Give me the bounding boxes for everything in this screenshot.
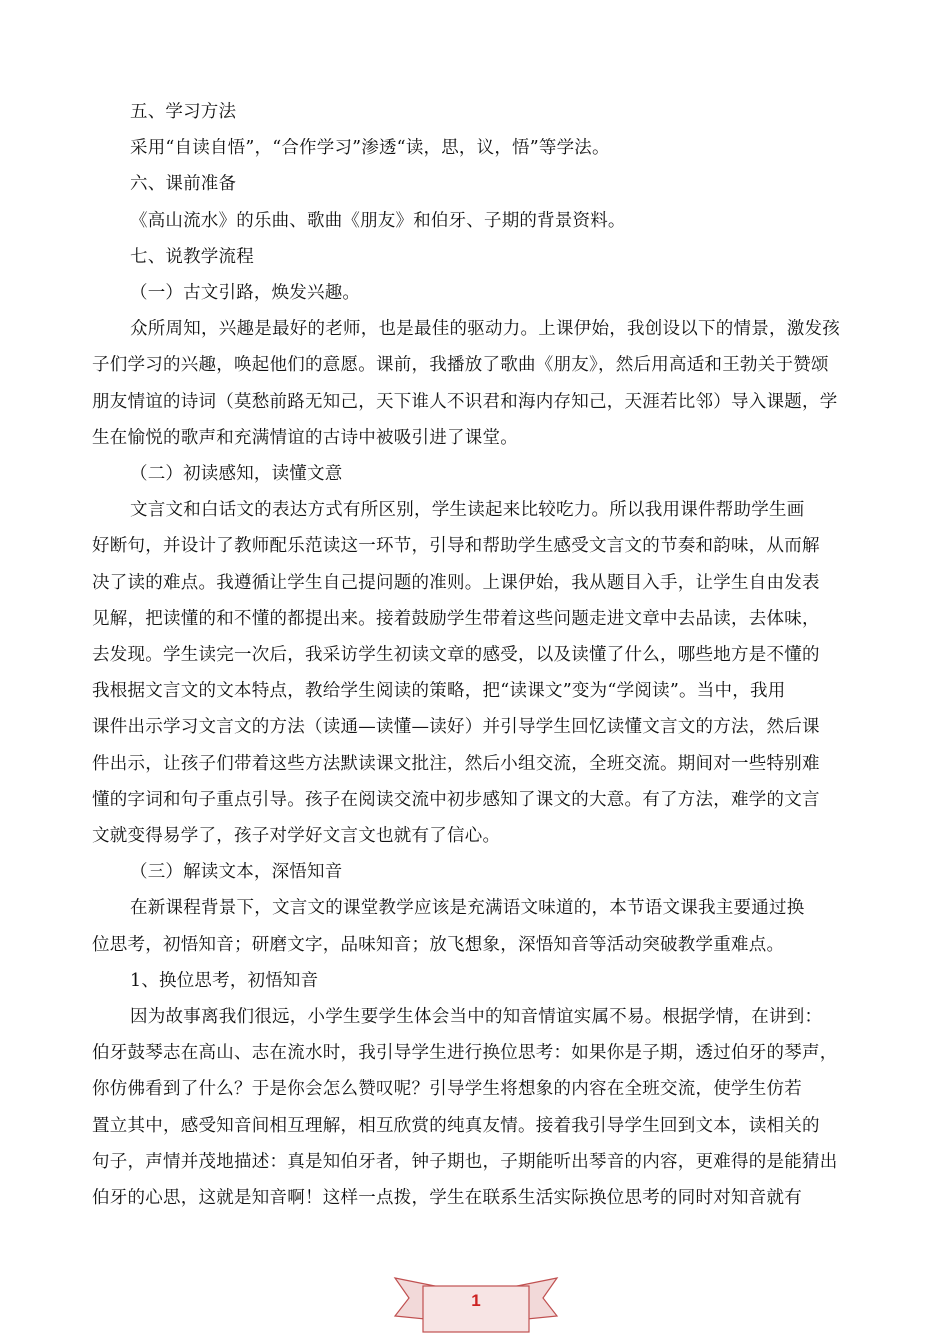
text-line: 决了读的难点。我遵循让学生自己提问题的准则。上课伊始，我从题目入手，让学生自由发表 <box>92 572 820 593</box>
paragraph-first-reading <box>92 492 860 854</box>
text-line: 朋友情谊的诗词（莫愁前路无知己，天下谁人不识君和海内存知己，天涯若比邻）导入课题，学 <box>92 391 838 412</box>
text-line: 在新课程背景下，文言文的课堂教学应该是充满语文味道的，本节语文课我主要通过换 <box>130 898 805 919</box>
subheading-ancient-text-intro: （一）古文引路，焕发兴趣。 <box>130 283 361 304</box>
paragraph-interest <box>92 311 860 456</box>
page-number: 1 <box>471 1291 481 1310</box>
subheading-perspective-taking: 1、换位思考，初悟知音 <box>130 970 319 991</box>
heading-teaching-process: 七、说教学流程 <box>130 246 254 267</box>
text-line: 件出示，让孩子们带着这些方法默读课文批注，然后小组交流，全班交流。期间对一些特别难 <box>92 753 820 774</box>
subheading-first-reading: （二）初读感知，读懂文意 <box>130 464 343 485</box>
page-number-ribbon <box>393 1276 559 1338</box>
text-line: 文就变得易学了，孩子对学好文言文也就有了信心。 <box>92 826 501 847</box>
paragraph-perspective-taking <box>92 999 860 1216</box>
text-line: 见解，把读懂的和不懂的都提出来。接着鼓励学生带着这些问题走进文章中去品读，去体味， <box>92 608 820 629</box>
paragraph-learning-methods: 采用“自读自悟”，“合作学习”渗透“读，思，议，悟”等学法。 <box>130 138 610 159</box>
subheading-text-interpretation: （三）解读文本，深悟知音 <box>130 862 343 883</box>
text-line: 课件出示学习文言文的方法（读通—读懂—读好）并引导学生回忆读懂文言文的方法，然后课 <box>92 717 820 738</box>
text-line: 文言文和白话文的表达方式有所区别，学生读起来比较吃力。所以我用课件帮助学生画 <box>130 500 805 521</box>
paragraph-preparation: 《高山流水》的乐曲、歌曲《朋友》和伯牙、子期的背景资料。 <box>130 210 626 231</box>
text-line: 句子，声情并茂地描述：真是知伯牙者，钟子期也，子期能听出琴音的内容，更难得的是能猜出 <box>92 1151 838 1172</box>
text-line: 因为故事离我们很远，小学生要学生体会当中的知音情谊实属不易。根据学情，在讲到： <box>130 1007 823 1028</box>
document-body <box>92 94 860 1216</box>
heading-learning-methods: 五、学习方法 <box>130 102 237 122</box>
text-line: 懂的字词和句子重点引导。孩子在阅读交流中初步感知了课文的大意。有了方法，难学的文言 <box>92 789 820 810</box>
paragraph-new-curriculum <box>92 890 860 962</box>
text-line: 去发现。学生读完一次后，我采访学生初读文章的感受，以及读懂了什么，哪些地方是不懂的 <box>92 645 820 666</box>
text-line: 伯牙的心思，这就是知音啊！这样一点拨，学生在联系生活实际换位思考的同时对知音就有 <box>92 1188 802 1209</box>
text-line: 我根据文言文的文本特点，教给学生阅读的策略，把“读课文”变为“学阅读”。当中，我用 <box>92 681 786 702</box>
text-line: 置立其中，感受知音间相互理解，相互欣赏的纯真友情。接着我引导学生回到文本，读相关的 <box>92 1115 820 1136</box>
text-line: 子们学习的兴趣，唤起他们的意愿。课前，我播放了歌曲《朋友》，然后用高适和王勃关于赞颂 <box>92 355 829 376</box>
text-line: 生在愉悦的歌声和充满情谊的古诗中被吸引进了课堂。 <box>92 427 518 448</box>
text-line: 好断句，并设计了教师配乐范读这一环节，引导和帮助学生感受文言文的节奏和韵味，从而解 <box>92 536 820 557</box>
text-line: 伯牙鼓琴志在高山、志在流水时，我引导学生进行换位思考：如果你是子期，透过伯牙的琴声， <box>92 1043 838 1064</box>
text-line: 位思考，初悟知音；研磨文字，品味知音；放飞想象，深悟知音等活动突破教学重难点。 <box>92 934 785 955</box>
text-line: 众所周知，兴趣是最好的老师，也是最佳的驱动力。上课伊始，我创设以下的情景，激发孩 <box>130 319 840 340</box>
heading-preparation: 六、课前准备 <box>130 174 237 195</box>
text-line: 你仿佛看到了什么？于是你会怎么赞叹呢？引导学生将想象的内容在全班交流，使学生仿若 <box>92 1079 802 1100</box>
